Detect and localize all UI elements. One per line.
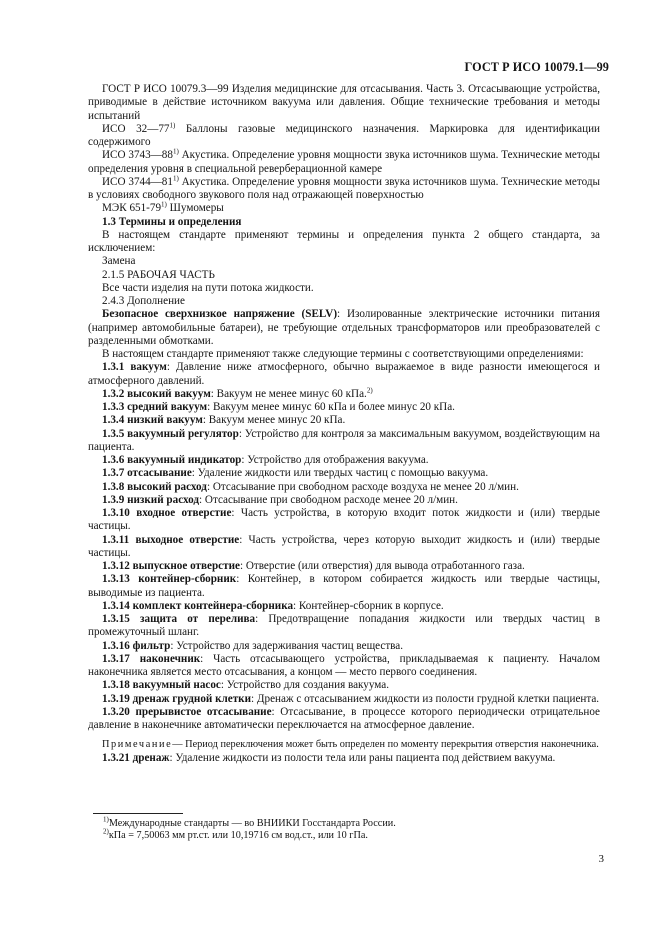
terms-list (88, 361, 600, 732)
footnote: $^{1)}$Международные стандарты — во ВНИИКИ Госстандарта России. (103, 815, 396, 829)
footnotes (103, 815, 583, 842)
term-entry: 1.3.2 высокий вакуум: Вакуум не менее минус 60 кПа.$^{2)}$ (102, 386, 373, 400)
term-2-1-5: 2.1.5 РАБОЧАЯ ЧАСТЬ (102, 268, 215, 281)
term-entry: 1.3.16 фильтр: Устройство для задерживания частиц вещества. (102, 639, 404, 652)
ref-item: ГОСТ Р ИСО 10079.3—99 Изделия медицинские для отсасывания. Часть 3. Отсасывающие устройства, приводимые в действие источником вакуума или давления. Общие технические требования и методы испытаний (88, 83, 600, 122)
ref-item: ИСО 32—77$^{1)}$ Баллоны газовые медицинского назначения. Маркировка для идентификации содержимого (88, 121, 600, 148)
term-entry: 1.3.3 средний вакуум: Вакуум менее минус 60 кПа и более минус 20 кПа. (102, 401, 455, 413)
term-entry: 1.3.20 прерывистое отсасывание: Отсасывание, в процессе которого периодически отрицательное давление в наконечнике автоматически переключается на атмосферное давление. (88, 705, 600, 731)
footnote: $^{2)}$кПа = 7,50063 мм рт.ст. или 10,19716 см вод.ст., или 10 гПа. (103, 827, 368, 842)
term-entry: 1.3.19 дренаж грудной клетки: Дренаж с отсасыванием жидкости из полости грудной клетки пациента. (102, 692, 600, 705)
term-entry: 1.3.8 высокий расход: Отсасывание при свободном расходе воздуха не менее 20 л/мин. (102, 480, 519, 493)
section-intro: В настоящем стандарте применяют термины и определения пункта 2 общего стандарта, за исключением: (88, 228, 600, 254)
document-header: ГОСТ Р ИСО 10079.1—99 (464, 60, 609, 74)
term-2-1-5-def: Все части изделия на пути потока жидкости. (102, 281, 314, 294)
term-selv: Безопасное сверхнизкое напряжение (SELV): Изолированные электрические источники питания (например автомобильные батареи), не требующие отдельных трансформаторов или преобразователей с разделенными обмотками. (88, 308, 601, 347)
term-entry: 1.3.5 вакуумный регулятор: Устройство для контроля за максимальным вакуумом, воздействующим на пациента. (88, 427, 600, 453)
term-entry: 1.3.14 комплект контейнера-сборника: Контейнер-сборник в корпусе. (102, 599, 444, 612)
term-entry: 1.3.4 низкий вакуум: Вакуум менее минус 20 кПа. (102, 414, 346, 427)
term-entry: 1.3.13 контейнер-сборник: Контейнер, в котором собирается жидкость или твердые частицы, выводимые из пациента. (88, 573, 600, 599)
term-entry: 1.3.7 отсасывание: Удаление жидкости или твердых частиц с помощью вакуума. (102, 467, 489, 480)
ref-item: МЭК 651-79$^{1)}$ Шумомеры (102, 200, 224, 215)
term-entry: 1.3.9 низкий расход: Отсасывание при свободном расходе менее 20 л/мин. (102, 493, 458, 506)
term-1-3-21: 1.3.21 дренаж: Удаление жидкости из полости тела или раны пациента под действием вакуума. (102, 751, 556, 764)
ref-item: ИСО 3744—81$^{1)}$ Акустика. Определение уровня мощности звука источников шума. Технические методы в условиях свободного звукового поля над отражающей поверхностью (88, 174, 600, 201)
also-intro: В настоящем стандарте применяют также следующие термины с соответствующими определениями: (102, 348, 584, 360)
term-entry: 1.3.15 защита от перелива: Предотвращение попадания жидкости или твердых частиц в промежуточный шланг. (88, 613, 600, 639)
footnote-rule (93, 813, 183, 814)
term-entry: 1.3.6 вакуумный индикатор: Устройство для отображения вакуума. (102, 454, 429, 466)
term-entry: 1.3.17 наконечник: Часть отсасывающего устройства, прикладываемая к пациенту. Началом наконечника является место отсасывания, а концом — место первого соединения. (88, 652, 600, 678)
addition-label: 2.4.3 Дополнение (102, 295, 185, 307)
term-entry: 1.3.11 выходное отверстие: Часть устройства, через которую выходит жидкость и (или) твердые частицы. (88, 533, 600, 559)
section-heading: 1.3 Термины и определения (102, 215, 242, 228)
term-entry: 1.3.1 вакуум: Давление ниже атмосферного, обычно выражаемое в виде разности имеющегося и атмосферного давлений. (88, 361, 600, 387)
ref-item: ИСО 3743—88$^{1)}$ Акустика. Определение уровня мощности звука источников шума. Технические методы определения уровня в специальной реверберационной камере (88, 147, 600, 175)
term-entry: 1.3.12 выпускное отверстие: Отверстие (или отверстия) для вывода отработанного газа. (102, 560, 525, 572)
document-body (88, 83, 600, 765)
page-number: 3 (598, 853, 604, 865)
note: Примечание— Период переключения может быть определен по моменту перекрытия отверстия наконечника. (102, 739, 599, 751)
term-entry: 1.3.10 входное отверстие: Часть устройства, в которую входит поток жидкости и (или) твердые частицы. (88, 507, 600, 533)
term-entry: 1.3.18 вакуумный насос: Устройство для создания вакуума. (102, 679, 390, 692)
replace-label: Замена (102, 255, 136, 268)
